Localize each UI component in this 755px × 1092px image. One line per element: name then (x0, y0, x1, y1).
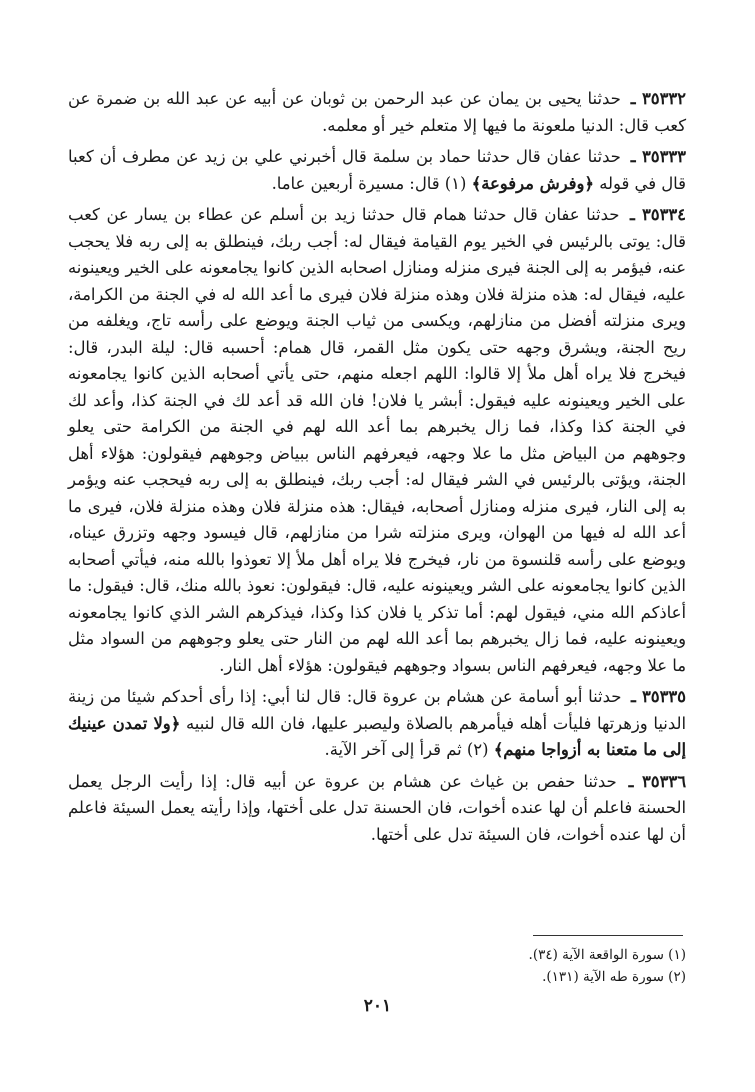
entry-number: ٣٥٣٣٣ ـ (630, 147, 686, 166)
quran-quote: ﴿وفرش مرفوعة﴾ (471, 173, 595, 193)
entry-text: حدثنا عفان قال حدثنا همام قال حدثنا زيد بن أسلم عن عطاء بن يسار عن كعب قال: يوتى بالرئيس في الخير يوم القيامة فيقال له: أجب ربك، فينطلق به إلى ربه فلا يحجب عنه، فيؤمر به إلى الجنة فيرى منزله ومنازل اصحابه الذين كانوا يجامعونه على الخير ويعينونه عليه، فيقال له: هذه منزلة فلان وهذه منزلة فلان فيرى ما أعد الله له في الجنة من الكرامة، ويرى منزلته أفضل من منازلهم، ويكسى من ثياب الجنة ويوضع على رأسه تاج، ويغلفه من ريح الجنة، ويشرق وجهه حتى يكون مثل القمر، قال همام: أحسبه قال: ليلة البدر، قال: فيخرج فلا يراه أهل ملأ إلا قالوا: اللهم اجعله منهم، حتى يأتي أصحابه الذين كانوا يجامعونه على الخير ويعينونه عليه فيقول: أبشر يا فلان! فان الله قد أعد لك في الجنة كذا، وأعد لك في الجنة كذا وكذا، فما زال يخبرهم بما أعد الله لهم في الجنة من الكرامة حتى يعلو وجوههم من البياض مثل ما علا وجهه، فيعرفهم الناس ببياض وجوههم فيقولون: هؤلاء أهل الجنة، ويؤتى بالرئيس في الشر فيقال له: أجب ربك، فينطلق به إلى ربه فيحجب عنه ويؤمر به إلى النار، فيرى منزله ومنازل أصحابه، فيقال: هذه منزلة فلان وهذه منزلة فلان، فيرى ما أعد الله له فيها من الهوان، ويرى منزلته شرا من منازلهم، قال فيسود وجهه وتزرق عيناه، ويوضع على رأسه قلنسوة من نار، فيخرج فلا يراه أهل ملأ إلا تعوذوا بالله منه، فيأتي أصحابه الذين كانوا يجامعونه على الشر ويعينونه عليه، قال: فيقولون: نعوذ بالله منك، قال: فيقول: ما أعاذكم الله مني، فيقول لهم: أما تذكر يا فلان كذا وكذا، فيذكرهم الشر الذي كانوا يجامعونه ويعينونه عليه، فما زال يخبرهم بما أعد الله لهم من النار حتى يعلو وجوههم من السواد مثل ما علا وجهه، فيعرفهم الناس بسواد وجوههم فيقولون: هؤلاء أهل النار. (68, 205, 686, 675)
main-text (68, 86, 686, 853)
entry-text: حدثنا عفان قال حدثنا حماد بن سلمة قال أخبرني علي بن زيد عن مطرف أن كعبا قال في قوله (68, 147, 686, 193)
entry-35334 (68, 202, 686, 679)
entry-text: حدثنا يحيى بن يمان عن عبد الرحمن بن ثوبان عن أبيه عن عبد الله بن ضمرة عن كعب قال: الدنيا ملعونة ما فيها إلا متعلم خير أو معلمه. (68, 89, 686, 135)
entry-text: حدثنا أبو أسامة عن هشام بن عروة قال: قال لنا أبي: إذا رأى أحدكم شيئا من زينة الدنيا وزهرتها فليأت أهله فيأمرهم بالصلاة وليصبر عليها، فان الله قال لنبيه (68, 687, 686, 733)
entry-number: ٣٥٣٣٤ ـ (630, 205, 686, 224)
entry-number: ٣٥٣٣٦ ـ (628, 771, 687, 791)
entry-35335 (68, 684, 686, 764)
page-number: ٢٠١ (363, 996, 392, 1016)
entry-35336 (68, 769, 686, 849)
entry-number: ٣٥٣٣٥ ـ (631, 687, 686, 706)
entry-35333 (68, 144, 686, 197)
quran-quote: ﴿ولا تمدن عينيك إلى ما متعنا به أزواجا منهم﴾ (68, 713, 686, 759)
footnote: (١) سورة الواقعة الآية (٣٤). (528, 947, 686, 963)
entry-number: ٣٥٣٣٢ ـ (630, 89, 686, 108)
entry-text-after: (١) قال: مسيرة أربعين عاما. (271, 173, 467, 193)
entry-text: حدثنا حفص بن غياث عن هشام بن عروة عن أبيه قال: إذا رأيت الرجل يعمل الحسنة فاعلم أن لها عنده أخوات، فان الحسنة تدل على أختها، وإذا رأيته يعمل السيئة فاعلم أن لها عنده أخوات، فان السيئة تدل على أختها. (68, 771, 686, 844)
footnotes (68, 944, 686, 988)
entry-text-after: (٢) ثم قرأ إلى آخر الآية. (324, 740, 489, 759)
footnote-divider (533, 935, 683, 936)
footnote: (٢) سورة طه الآية (١٣١). (542, 969, 686, 985)
entry-35332 (68, 86, 686, 139)
